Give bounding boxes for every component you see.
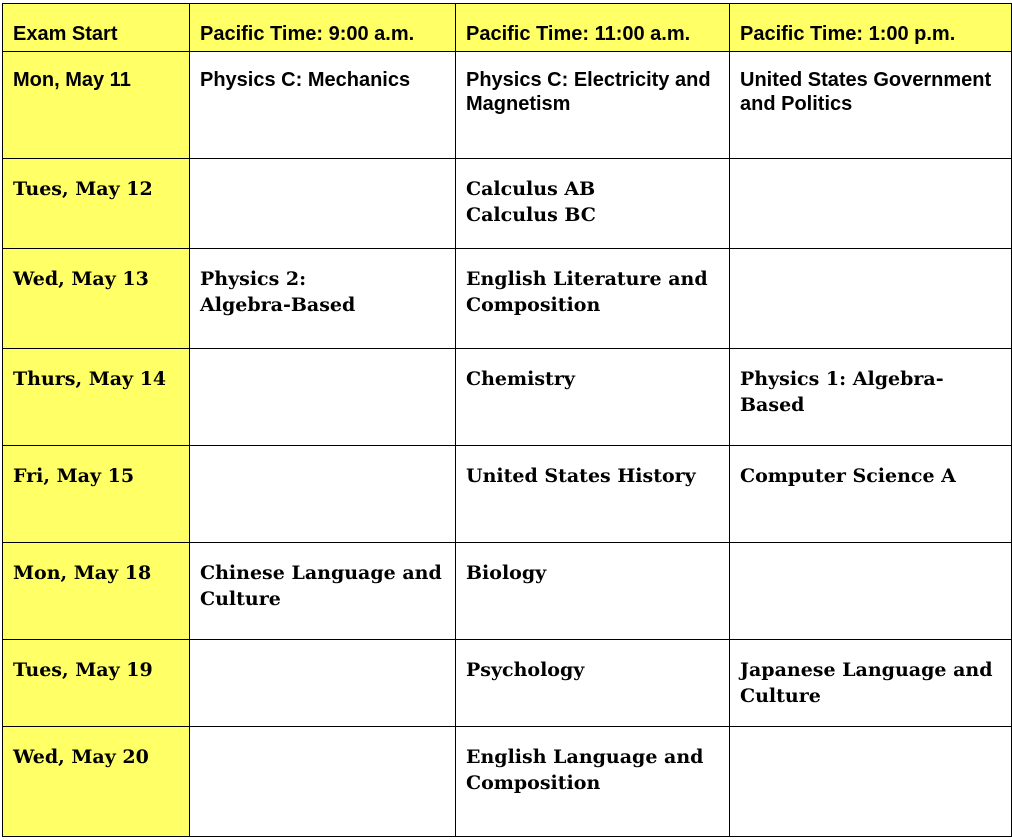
slot-1pm-cell xyxy=(730,543,1012,640)
day-cell: Thurs, May 14 xyxy=(3,349,190,446)
slot-1pm-cell: Computer Science A xyxy=(730,446,1012,543)
table-row xyxy=(3,349,1012,446)
slot-11am-cell: Physics C: Electricity and Magnetism xyxy=(456,52,730,159)
slot-1pm-cell xyxy=(730,159,1012,249)
table-row xyxy=(3,159,1012,249)
day-cell: Wed, May 20 xyxy=(3,727,190,837)
slot-11am-cell: English Language and Composition xyxy=(456,727,730,837)
day-cell: Mon, May 11 xyxy=(3,52,190,159)
slot-1pm-cell: Japanese Language and Culture xyxy=(730,640,1012,727)
slot-11am-cell: Chemistry xyxy=(456,349,730,446)
slot-9am-cell xyxy=(190,727,456,837)
table-row xyxy=(3,249,1012,349)
slot-11am-cell: Psychology xyxy=(456,640,730,727)
table-row xyxy=(3,446,1012,543)
slot-9am-cell: Chinese Language and Culture xyxy=(190,543,456,640)
slot-11am-cell: English Literature and Composition xyxy=(456,249,730,349)
slot-1pm-cell xyxy=(730,727,1012,837)
header-11am: Pacific Time: 11:00 a.m. xyxy=(456,4,730,52)
slot-9am-cell xyxy=(190,446,456,543)
slot-1pm-cell: United States Government and Politics xyxy=(730,52,1012,159)
day-cell: Mon, May 18 xyxy=(3,543,190,640)
table-row xyxy=(3,727,1012,837)
slot-1pm-cell: Physics 1: Algebra-Based xyxy=(730,349,1012,446)
slot-11am-cell: United States History xyxy=(456,446,730,543)
slot-1pm-cell xyxy=(730,249,1012,349)
exam-schedule-table xyxy=(2,3,1012,837)
slot-9am-cell xyxy=(190,349,456,446)
day-cell: Wed, May 13 xyxy=(3,249,190,349)
header-1pm: Pacific Time: 1:00 p.m. xyxy=(730,4,1012,52)
table-row xyxy=(3,543,1012,640)
day-cell: Fri, May 15 xyxy=(3,446,190,543)
slot-9am-cell xyxy=(190,159,456,249)
day-cell: Tues, May 19 xyxy=(3,640,190,727)
header-9am: Pacific Time: 9:00 a.m. xyxy=(190,4,456,52)
slot-11am-cell: Biology xyxy=(456,543,730,640)
table-row xyxy=(3,52,1012,159)
header-row xyxy=(3,4,1012,52)
slot-11am-cell: Calculus AB Calculus BC xyxy=(456,159,730,249)
header-exam-start: Exam Start xyxy=(3,4,190,52)
day-cell: Tues, May 12 xyxy=(3,159,190,249)
table-row xyxy=(3,640,1012,727)
slot-9am-cell: Physics C: Mechanics xyxy=(190,52,456,159)
slot-9am-cell xyxy=(190,640,456,727)
slot-9am-cell: Physics 2: Algebra-Based xyxy=(190,249,456,349)
